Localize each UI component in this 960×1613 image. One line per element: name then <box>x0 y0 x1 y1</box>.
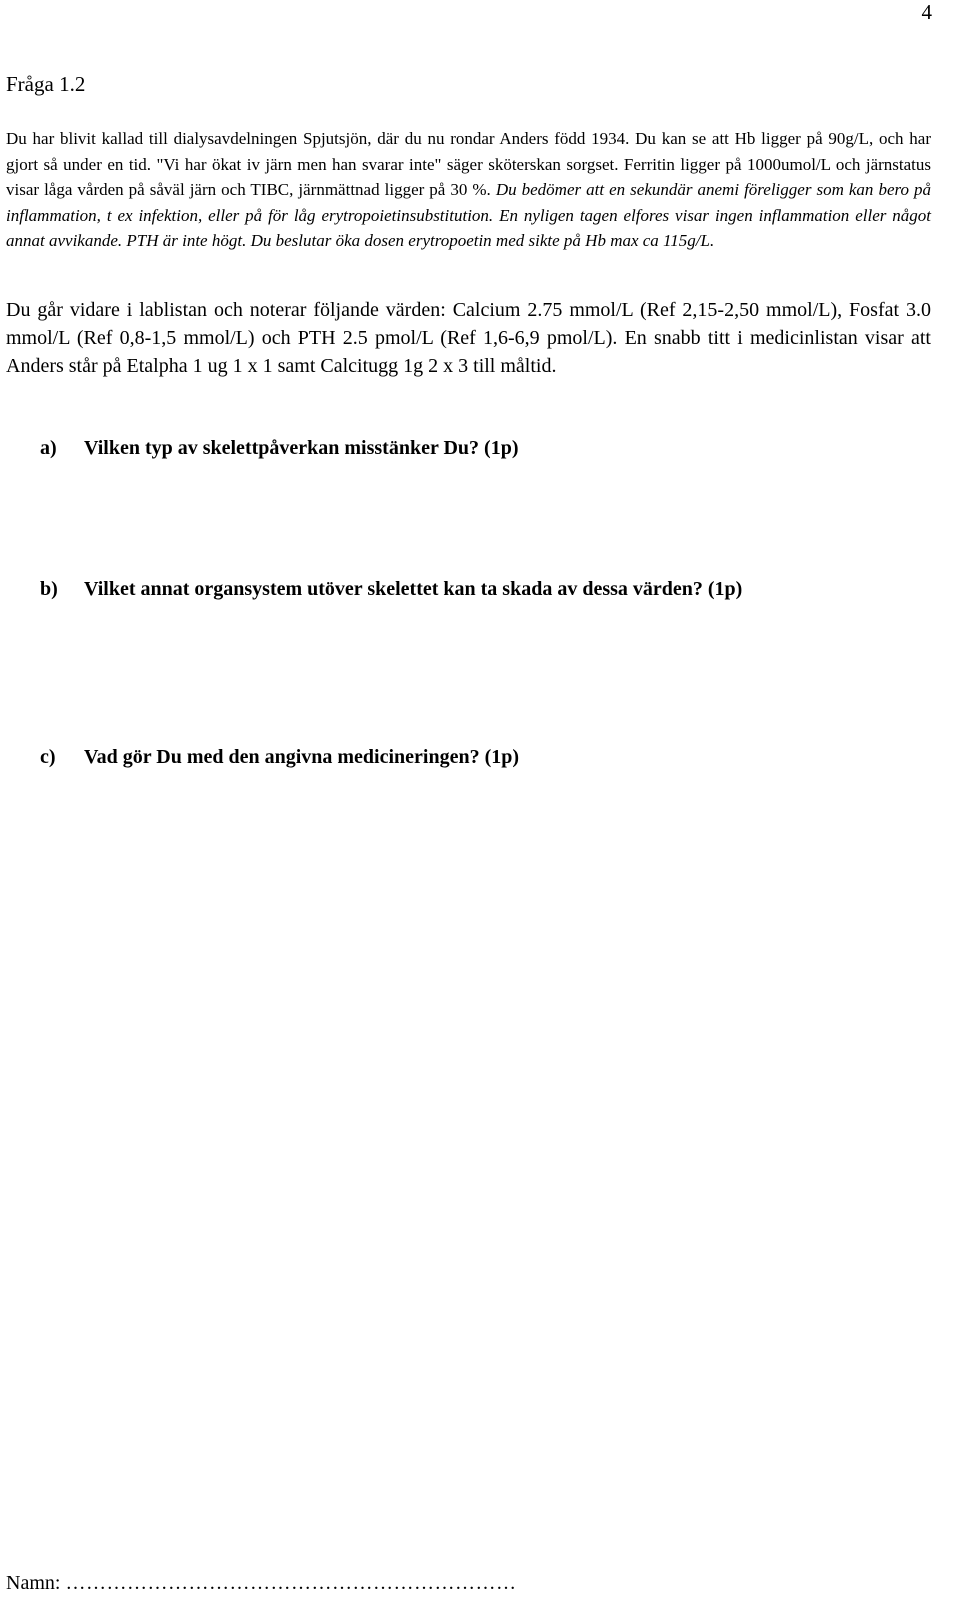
question-label: b) <box>40 578 58 600</box>
question-heading: Fråga 1.2 <box>6 72 86 96</box>
question-label: c) <box>40 746 56 768</box>
question-text: Vilket annat organsystem utöver skelettet kan ta skada av dessa värden? (1p) <box>84 578 743 600</box>
question-b <box>40 578 940 601</box>
name-dotted-line[interactable]: ………………………………………………………… <box>65 1572 517 1594</box>
question-label: a) <box>40 437 57 459</box>
name-field[interactable] <box>6 1572 516 1595</box>
lab-paragraph: Du går vidare i lablistan och noterar följande värden: Calcium 2.75 mmol/L (Ref 2,15-2,50 mmol/L), Fosfat 3.0 mmol/L (Ref 0,8-1,5 mmol/L) och PTH 2.5 pmol/L (Ref 1,6-6,9 pmol/L). En snabb titt i medicinlistan visar att Anders står på Etalpha 1 ug 1 x 1 samt Calcitugg 1g 2 x 3 till måltid. <box>6 299 931 377</box>
question-text: Vad gör Du med den angivna medicineringen? (1p) <box>84 746 520 768</box>
case-paragraph <box>6 126 931 254</box>
case-text: Du har blivit kallad till dialysavdelningen Spjutsjön, där du nu rondar Anders född 1934. Du kan se att Hb ligger på 90g/L, och har gjort så under en tid. "Vi har ökat iv järn men han svarar inte" säger sköterskan sorgset. Ferritin ligger på 1000umol/L och järnstatus visar låga vården på såväl järn och TIBC, järnmättnad ligger på 30 %. <box>6 129 931 199</box>
question-a <box>40 437 940 460</box>
page-number: 4 <box>921 0 932 24</box>
question-c <box>40 746 940 769</box>
question-text: Vilken typ av skelettpåverkan misstänker Du? (1p) <box>84 437 519 459</box>
case-text-italic: Du bedömer att en sekundär anemi föreligger som kan bero på inflammation, t ex infektion, eller på för låg erytropoietinsubstitution. En nyligen tagen elfores visar ingen inflammation eller något annat avvikande. PTH är inte högt. Du beslutar öka dosen erytropoetin med sikte på Hb max ca 115g/L. <box>6 180 932 250</box>
name-label: Namn: <box>6 1572 61 1594</box>
